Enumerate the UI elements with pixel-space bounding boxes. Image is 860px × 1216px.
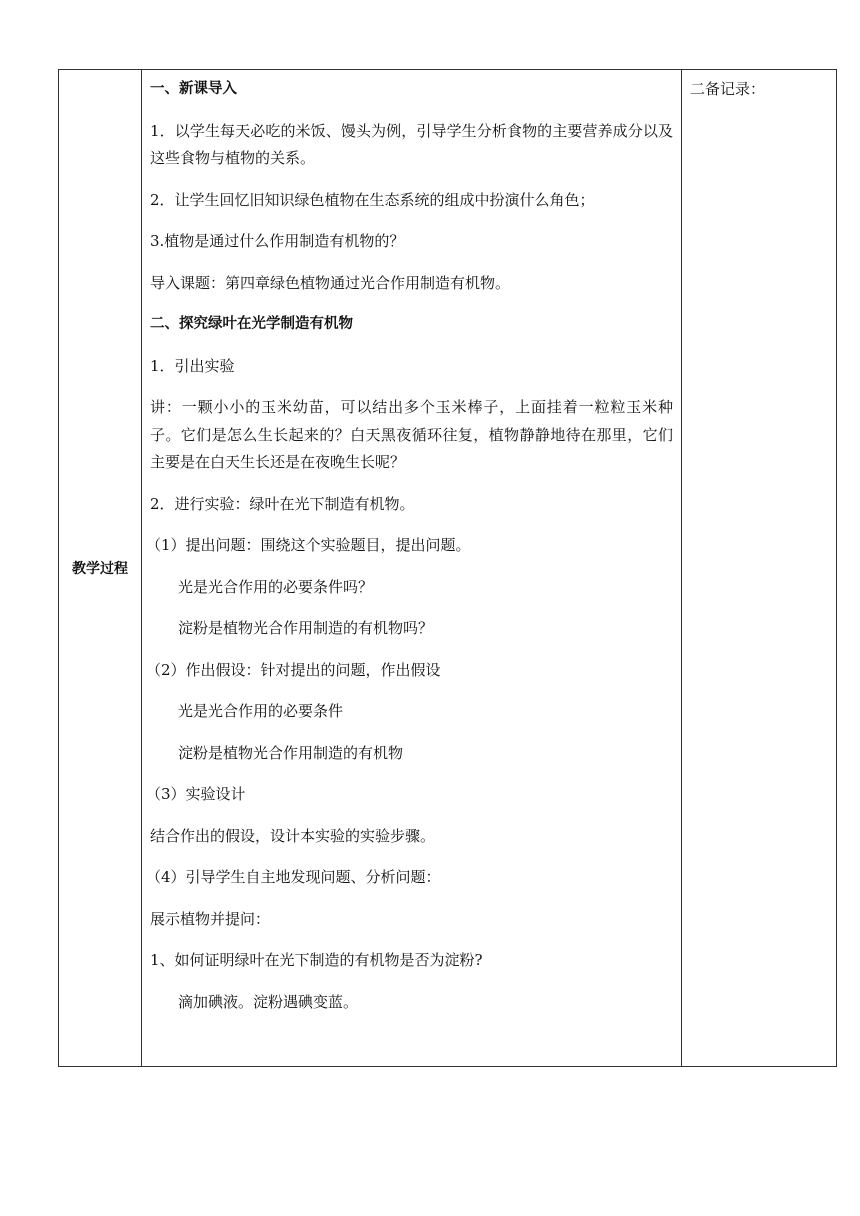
- paragraph: 导入课题：第四章绿色植物通过光合作用制造有机物。: [150, 273, 511, 292]
- paragraph: 光是光合作用的必要条件吗？: [178, 577, 374, 596]
- section-heading-explore: 二、探究绿叶在光学制造有机物: [150, 316, 353, 332]
- paragraph: 1、如何证明绿叶在光下制造的有机物是否为淀粉?: [150, 951, 483, 969]
- paragraph: 淀粉是植物光合作用制造的有机物: [178, 743, 404, 762]
- paragraph: 淀粉是植物光合作用制造的有机物吗？: [178, 619, 434, 637]
- paragraph: （3）实验设计: [146, 785, 246, 803]
- paragraph: 1．以学生每天必吃的米饭、馒头为例，引导学生分析食物的主要营养成分以及这些食物与植物的关系。: [150, 121, 673, 167]
- notes-label: 二备记录：: [690, 80, 766, 98]
- paragraph: 2．让学生回忆旧知识绿色植物在生态系统的组成中扮演什么角色；: [150, 190, 595, 209]
- paragraph: 滴加碘液。淀粉遇碘变蓝。: [178, 992, 359, 1011]
- row-label-cell: [59, 70, 142, 1067]
- paragraph: （4）引导学生自主地发现问题、分析问题：: [146, 868, 441, 886]
- content-cell: [142, 70, 682, 1067]
- section-heading-intro: 一、新课导入: [150, 81, 237, 97]
- paragraph: 展示植物并提问：: [150, 909, 271, 928]
- lesson-plan-table: [58, 69, 837, 1067]
- row-label: 教学过程: [72, 561, 128, 577]
- paragraph: 1．引出实验: [150, 356, 235, 375]
- paragraph: 2．进行实验：绿叶在光下制造有机物。: [150, 494, 415, 513]
- paragraph: （2）作出假设：针对提出的问题，作出假设: [146, 660, 441, 679]
- paragraph: 结合作出的假设，设计本实验的实验步骤。: [150, 826, 436, 845]
- paragraph: 3.植物是通过什么作用制造有机物的？: [150, 232, 405, 250]
- paragraph: 光是光合作用的必要条件: [178, 702, 344, 720]
- paragraph: 讲：一颗小小的玉米幼苗，可以结出多个玉米棒子，上面挂着一粒粒玉米种子。它们是怎么生长起来的？白天黑夜循环往复，植物静静地待在那里，它们主要是在白天生长还是在夜晚生长呢？: [150, 398, 673, 471]
- notes-cell: [682, 70, 837, 1067]
- paragraph: （1）提出问题：围绕这个实验题目，提出问题。: [146, 536, 471, 554]
- teaching-process-row: [59, 70, 837, 1067]
